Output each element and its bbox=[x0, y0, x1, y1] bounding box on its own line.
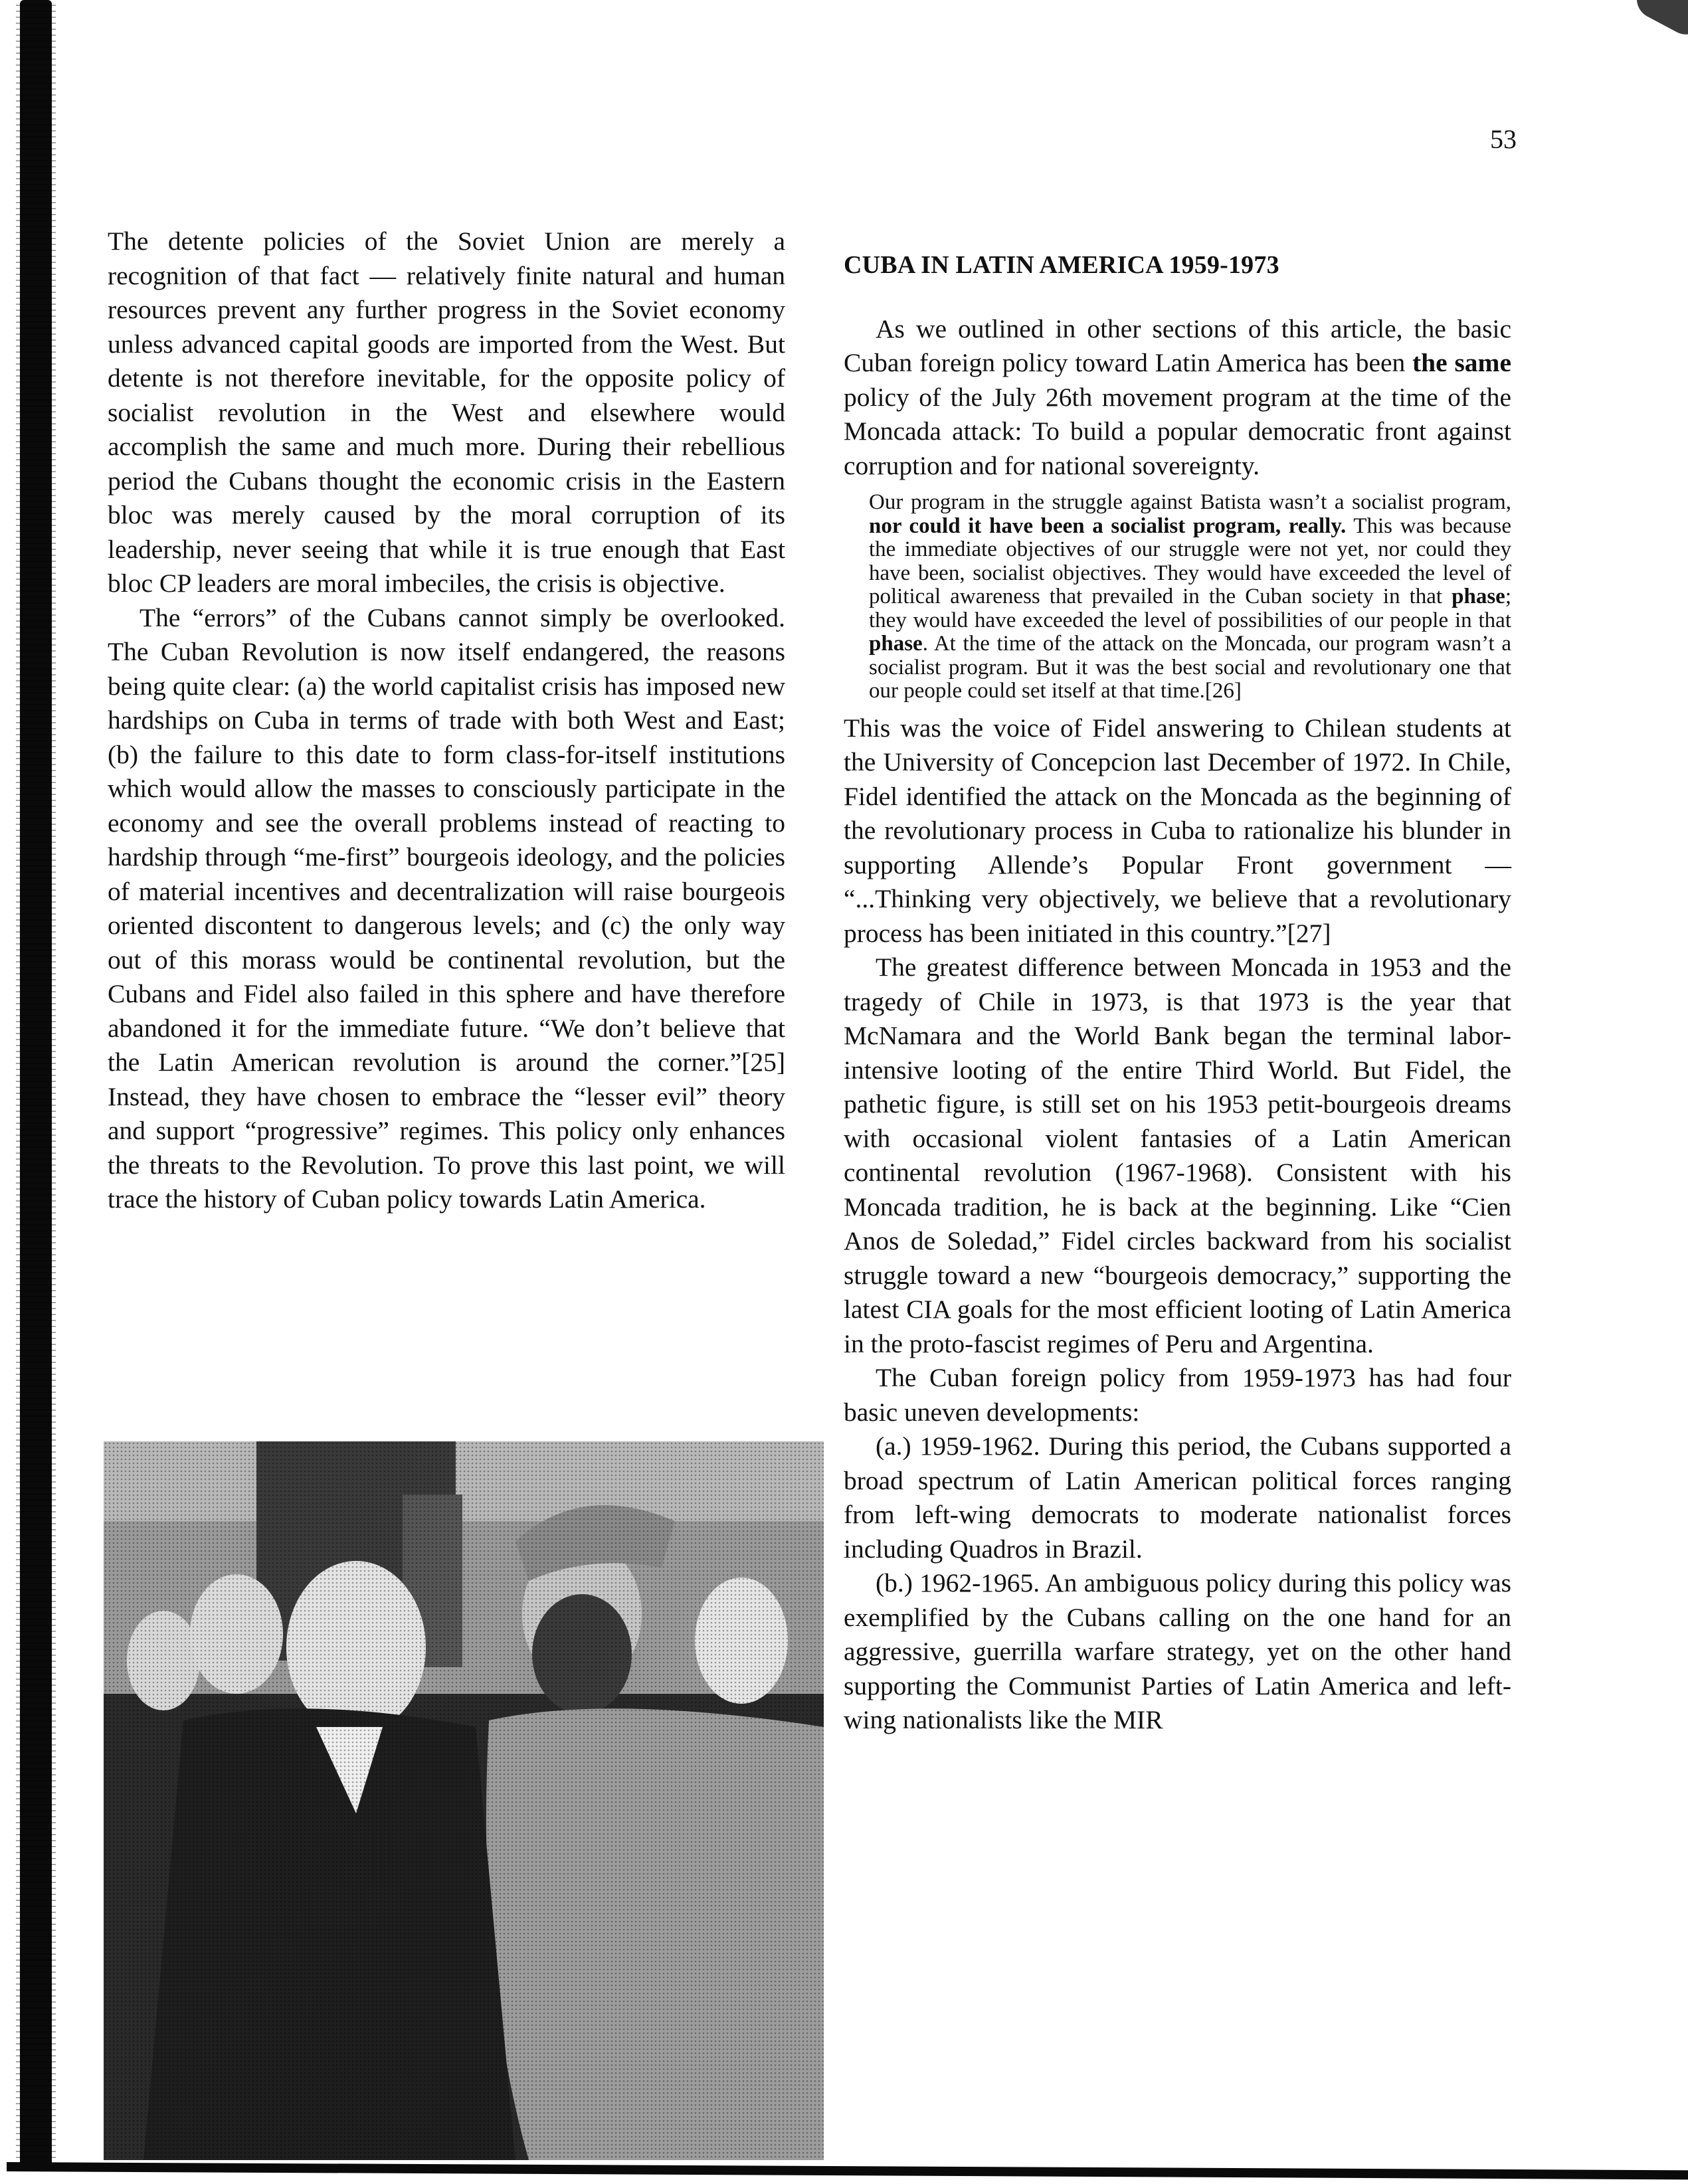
paragraph: This was the voice of Fidel answering to Chilean students at the University of Concepcion last December of 1972. In Chile, Fidel identified the attack on the Moncada as the beginning of the revolutionary process in Cuba to rationalize his blunder in supporting Allende’s Popular Front government — “...Thinking very objectively, we believe that a revolutionary process has been initiated in this country.”[27] bbox=[844, 713, 1511, 948]
halftone-photograph bbox=[104, 1441, 824, 2160]
paragraph: The greatest difference between Moncada in 1953 and the tragedy of Chile in 1973, is that 1973 is the year that McNamara and the World Bank began the terminal labor-intensive looting of the entire Third World. But Fidel, the pathetic figure, is still set on his 1953 petit-bourgeois dreams with occasional violent fantasies of a Latin American continental revolution (1967-1968). Consistent with his Moncada tradition, he is back at the beginning. Like “Cien Anos de Soledad,” Fidel circles backward from his socialist struggle toward a new “bourgeois democracy,” supporting the latest CIA goals for the most efficient looting of Latin America in the proto-fascist regimes of Peru and Argentina. bbox=[844, 953, 1511, 1358]
left-column bbox=[108, 225, 785, 1217]
emphasis-text: phase bbox=[869, 632, 923, 656]
right-column bbox=[844, 147, 1511, 1738]
scan-border-left bbox=[20, 0, 52, 2165]
block-quote bbox=[869, 491, 1511, 703]
page-number: 53 bbox=[1490, 124, 1517, 154]
emphasis-text: nor could it have been a socialist program, really. bbox=[869, 513, 1347, 538]
paragraph bbox=[844, 312, 1511, 484]
text-run: Our program in the struggle against Batista wasn’t a socialist program, bbox=[869, 490, 1511, 514]
paragraph: The “errors” of the Cubans cannot simply be overlooked. The Cuban Revolution is now itself endangered, the reasons being quite clear: (a) the world capitalist crisis has imposed new hardships on Cuba in terms of trade with both West and East; (b) the failure to this date to form class-for-itself institutions which would allow the masses to consciously participate in the economy and see the overall problems instead of reacting to hardship through “me-first” bourgeois ideology, and the policies of material incentives and decentralization will raise bourgeois oriented discontent to dangerous levels; and (c) the only way out of this morass would be continental revolution, but the Cubans and Fidel also failed in this sphere and have therefore abandoned it for the immediate future. “We don’t believe that the Latin American revolution is around the corner.”[25] Instead, they have chosen to embrace the “lesser evil” theory and support “progressive” regimes. This policy only enhances the threats to the Revolution. To prove this last point, we will trace the history of Cuban policy towards Latin America. bbox=[108, 602, 785, 1214]
text-run: This was because the immediate objectives of our struggle were not yet, nor could they have been, socialist objectives. They would have exceeded the level of political awareness that prevailed in the Cuban society in that bbox=[869, 513, 1511, 608]
section-heading: CUBA IN LATIN AMERICA 1959-1973 bbox=[844, 251, 1279, 279]
photo-image bbox=[104, 1441, 824, 2160]
list-item: (a.) 1959-1962. During this period, the Cubans supported a broad spectrum of Latin American political forces ranging from left-wing democrats to moderate nationalist forces including Quadros in Brazil. bbox=[844, 1431, 1511, 1564]
paragraph: The detente policies of the Soviet Union are merely a recognition of that fact — relatively finite natural and human resources prevent any further progress in the Soviet economy unless advanced capital goods are imported from the West. But detente is not therefore inevitable, for the opposite policy of socialist revolution in the West and elsewhere would accomplish the same and much more. During their rebellious period the Cubans thought the economic crisis in the Eastern bloc was merely caused by the moral corruption of its leadership, never seeing that while it is true enough that East bloc CP leaders are moral imbeciles, the crisis is objective. bbox=[108, 227, 785, 598]
emphasis-text: phase bbox=[1452, 585, 1505, 608]
text-run: . At the time of the attack on the Moncada, our program wasn’t a socialist program. But it was the best social and revolutionary one that our people could set itself at that time.[26] bbox=[869, 632, 1511, 703]
text-run: policy of the July 26th movement program at the time of the Moncada attack: To build a popular democratic front against corruption and for national sovereignty. bbox=[844, 382, 1511, 480]
scan-border-bottom bbox=[7, 2162, 1688, 2179]
scan-corner-mark bbox=[1630, 0, 1688, 41]
text-run: ; they would have exceeded the level of possibilities of our people in that bbox=[869, 585, 1511, 632]
emphasis-text: the same bbox=[1412, 348, 1511, 377]
paragraph: The Cuban foreign policy from 1959-1973 has had four basic uneven developments: bbox=[844, 1363, 1511, 1427]
text-run: As we outlined in other sections of this article, the basic Cuban foreign policy toward Latin America has been bbox=[844, 314, 1511, 377]
list-item: (b.) 1962-1965. An ambiguous policy during this policy was exemplified by the Cubans calling on the one hand for an aggressive, guerrilla warfare strategy, yet on the other hand supporting the Communist Parties of Latin America and left-wing nationalists like the MIR bbox=[844, 1568, 1511, 1734]
